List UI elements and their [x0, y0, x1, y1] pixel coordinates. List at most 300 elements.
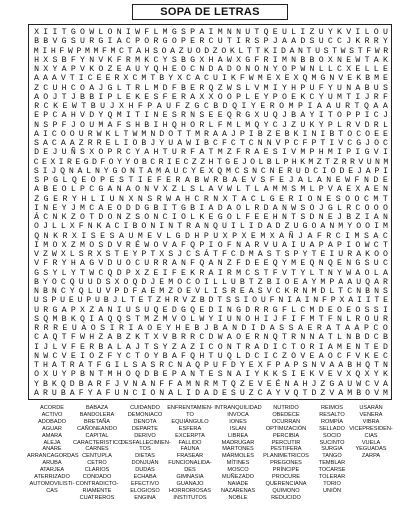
- grid-letter[interactable]: A: [171, 240, 177, 250]
- grid-letter[interactable]: I: [199, 203, 205, 213]
- grid-letter[interactable]: Y: [71, 194, 77, 204]
- grid-letter[interactable]: C: [373, 111, 379, 121]
- grid-letter[interactable]: I: [42, 166, 48, 176]
- grid-letter[interactable]: A: [125, 65, 131, 74]
- grid-letter[interactable]: R: [153, 37, 159, 47]
- grid-letter[interactable]: M: [141, 129, 147, 139]
- grid-letter[interactable]: H: [116, 370, 122, 380]
- grid-letter[interactable]: E: [300, 370, 306, 380]
- grid-letter[interactable]: M: [217, 28, 223, 37]
- grid-letter[interactable]: P: [284, 139, 290, 148]
- grid-letter[interactable]: U: [373, 259, 379, 269]
- grid-letter[interactable]: R: [263, 55, 269, 65]
- grid-letter[interactable]: S: [288, 324, 294, 333]
- grid-letter[interactable]: F: [78, 388, 84, 398]
- grid-letter[interactable]: E: [279, 194, 285, 204]
- grid-letter[interactable]: Q: [190, 351, 196, 361]
- grid-letter[interactable]: A: [141, 361, 147, 370]
- grid-letter[interactable]: M: [311, 287, 317, 296]
- grid-letter[interactable]: X: [199, 92, 205, 102]
- grid-letter[interactable]: C: [135, 259, 141, 269]
- grid-letter[interactable]: E: [248, 361, 254, 370]
- grid-letter[interactable]: T: [61, 92, 67, 102]
- grid-letter[interactable]: T: [135, 351, 141, 361]
- grid-letter[interactable]: U: [272, 240, 278, 250]
- grid-letter[interactable]: O: [80, 213, 85, 222]
- grid-letter[interactable]: C: [275, 287, 281, 296]
- grid-letter[interactable]: I: [291, 370, 297, 380]
- grid-letter[interactable]: N: [281, 213, 287, 222]
- grid-letter[interactable]: C: [373, 240, 379, 250]
- grid-letter[interactable]: A: [96, 388, 102, 398]
- grid-letter[interactable]: N: [168, 222, 174, 232]
- grid-letter[interactable]: K: [356, 74, 362, 84]
- grid-letter[interactable]: M: [168, 277, 174, 287]
- grid-letter[interactable]: N: [309, 333, 315, 343]
- grid-letter[interactable]: S: [147, 194, 153, 204]
- grid-letter[interactable]: O: [373, 28, 379, 37]
- grid-letter[interactable]: Y: [281, 259, 287, 269]
- grid-letter[interactable]: L: [245, 92, 251, 102]
- grid-letter[interactable]: T: [357, 46, 363, 56]
- grid-letter[interactable]: L: [245, 203, 251, 213]
- grid-letter[interactable]: E: [346, 55, 352, 65]
- grid-letter[interactable]: U: [71, 324, 77, 333]
- grid-letter[interactable]: C: [43, 83, 49, 93]
- grid-letter[interactable]: L: [245, 83, 251, 93]
- grid-letter[interactable]: A: [281, 37, 287, 47]
- grid-letter[interactable]: J: [364, 92, 370, 102]
- grid-letter[interactable]: J: [230, 129, 236, 139]
- grid-letter[interactable]: S: [70, 37, 76, 47]
- grid-letter[interactable]: O: [337, 305, 342, 315]
- grid-letter[interactable]: C: [168, 361, 174, 370]
- grid-letter[interactable]: F: [180, 240, 186, 250]
- grid-letter[interactable]: I: [329, 139, 335, 148]
- grid-letter[interactable]: S: [272, 148, 278, 158]
- grid-letter[interactable]: B: [180, 83, 186, 93]
- grid-letter[interactable]: N: [43, 231, 49, 241]
- grid-letter[interactable]: R: [341, 157, 347, 167]
- grid-letter[interactable]: F: [105, 379, 111, 389]
- grid-letter[interactable]: N: [300, 333, 306, 343]
- grid-letter[interactable]: D: [373, 176, 379, 185]
- grid-letter[interactable]: C: [248, 139, 254, 148]
- grid-letter[interactable]: X: [114, 277, 120, 287]
- grid-letter[interactable]: O: [144, 351, 150, 361]
- grid-letter[interactable]: I: [125, 111, 131, 121]
- grid-letter[interactable]: V: [98, 259, 104, 269]
- grid-letter[interactable]: G: [98, 37, 104, 47]
- grid-letter[interactable]: G: [269, 194, 275, 204]
- grid-letter[interactable]: K: [364, 351, 370, 361]
- grid-letter[interactable]: N: [89, 370, 95, 380]
- grid-letter[interactable]: E: [190, 83, 196, 93]
- grid-letter[interactable]: D: [123, 287, 129, 296]
- grid-letter[interactable]: E: [382, 176, 388, 185]
- grid-letter[interactable]: Y: [42, 277, 48, 287]
- grid-letter[interactable]: D: [141, 277, 147, 287]
- grid-letter[interactable]: P: [236, 92, 241, 102]
- grid-letter[interactable]: Z: [144, 268, 150, 278]
- grid-letter[interactable]: A: [307, 231, 313, 241]
- grid-letter[interactable]: M: [327, 148, 333, 158]
- grid-letter[interactable]: Z: [266, 129, 272, 139]
- grid-letter[interactable]: E: [373, 342, 379, 352]
- grid-letter[interactable]: D: [339, 166, 345, 176]
- grid-letter[interactable]: L: [382, 120, 388, 130]
- grid-letter[interactable]: R: [204, 379, 209, 389]
- grid-letter[interactable]: M: [245, 120, 251, 130]
- grid-letter[interactable]: O: [300, 342, 306, 352]
- grid-letter[interactable]: A: [373, 231, 379, 241]
- grid-letter[interactable]: Q: [78, 287, 84, 296]
- grid-letter[interactable]: W: [291, 203, 297, 213]
- grid-letter[interactable]: S: [34, 139, 39, 148]
- grid-letter[interactable]: K: [309, 370, 315, 380]
- grid-letter[interactable]: E: [75, 157, 81, 167]
- grid-letter[interactable]: F: [346, 351, 352, 361]
- grid-letter[interactable]: O: [161, 46, 167, 56]
- grid-letter[interactable]: N: [329, 222, 335, 232]
- grid-letter[interactable]: S: [33, 166, 39, 176]
- grid-letter[interactable]: E: [279, 176, 285, 185]
- grid-letter[interactable]: R: [254, 333, 260, 343]
- grid-letter[interactable]: S: [199, 111, 205, 121]
- grid-letter[interactable]: G: [43, 194, 49, 204]
- grid-letter[interactable]: E: [266, 74, 272, 84]
- grid-letter[interactable]: I: [123, 222, 129, 232]
- grid-letter[interactable]: O: [116, 203, 122, 213]
- grid-letter[interactable]: N: [337, 314, 342, 324]
- grid-letter[interactable]: V: [80, 111, 85, 121]
- grid-letter[interactable]: S: [221, 287, 227, 296]
- grid-letter[interactable]: X: [80, 305, 85, 315]
- grid-letter[interactable]: R: [114, 74, 120, 84]
- grid-letter[interactable]: T: [150, 74, 156, 84]
- grid-letter[interactable]: X: [222, 194, 228, 204]
- grid-letter[interactable]: S: [281, 370, 287, 380]
- grid-letter[interactable]: Y: [263, 92, 269, 102]
- grid-letter[interactable]: Y: [254, 370, 260, 380]
- grid-letter[interactable]: M: [373, 194, 379, 204]
- grid-letter[interactable]: Y: [159, 139, 165, 148]
- grid-letter[interactable]: S: [279, 324, 285, 333]
- grid-letter[interactable]: O: [236, 333, 241, 343]
- grid-letter[interactable]: N: [144, 185, 150, 195]
- grid-letter[interactable]: V: [300, 351, 306, 361]
- grid-letter[interactable]: R: [355, 314, 361, 324]
- grid-letter[interactable]: R: [287, 166, 293, 176]
- grid-letter[interactable]: C: [199, 333, 205, 343]
- grid-letter[interactable]: N: [226, 370, 232, 380]
- grid-letter[interactable]: S: [135, 213, 141, 222]
- grid-letter[interactable]: U: [217, 37, 223, 47]
- grid-letter[interactable]: E: [241, 176, 247, 185]
- grid-letter[interactable]: C: [309, 92, 315, 102]
- grid-letter[interactable]: F: [70, 333, 76, 343]
- grid-letter[interactable]: P: [51, 296, 57, 306]
- grid-letter[interactable]: I: [287, 296, 293, 306]
- grid-letter[interactable]: B: [194, 324, 200, 333]
- grid-letter[interactable]: U: [61, 148, 67, 158]
- grid-letter[interactable]: P: [309, 148, 315, 158]
- grid-letter[interactable]: G: [356, 139, 362, 148]
- grid-letter[interactable]: O: [226, 213, 232, 222]
- grid-letter[interactable]: N: [346, 83, 352, 93]
- grid-letter[interactable]: R: [62, 194, 68, 204]
- grid-letter[interactable]: Y: [309, 111, 315, 121]
- grid-letter[interactable]: B: [213, 324, 219, 333]
- grid-letter[interactable]: O: [180, 65, 186, 74]
- grid-letter[interactable]: A: [326, 324, 332, 333]
- grid-letter[interactable]: Q: [153, 65, 159, 74]
- grid-letter[interactable]: V: [250, 176, 256, 185]
- grid-letter[interactable]: Y: [98, 111, 104, 121]
- grid-letter[interactable]: Z: [248, 388, 254, 398]
- grid-letter[interactable]: L: [236, 185, 241, 195]
- grid-letter[interactable]: R: [34, 324, 40, 333]
- grid-letter[interactable]: I: [204, 277, 209, 287]
- grid-letter[interactable]: A: [87, 379, 93, 389]
- grid-letter[interactable]: D: [195, 388, 201, 398]
- grid-letter[interactable]: J: [311, 379, 317, 389]
- grid-letter[interactable]: L: [291, 28, 297, 37]
- grid-letter[interactable]: U: [300, 120, 306, 130]
- grid-letter[interactable]: C: [335, 231, 341, 241]
- grid-letter[interactable]: R: [382, 314, 388, 324]
- grid-letter[interactable]: N: [374, 287, 380, 296]
- grid-letter[interactable]: D: [116, 268, 122, 278]
- grid-letter[interactable]: S: [98, 240, 104, 250]
- grid-letter[interactable]: T: [291, 213, 297, 222]
- grid-letter[interactable]: A: [284, 361, 290, 370]
- grid-letter[interactable]: B: [291, 111, 297, 121]
- grid-letter[interactable]: D: [107, 259, 113, 269]
- grid-letter[interactable]: S: [171, 111, 177, 121]
- grid-letter[interactable]: F: [59, 46, 65, 56]
- grid-letter[interactable]: Q: [355, 370, 361, 380]
- grid-letter[interactable]: A: [199, 148, 205, 158]
- grid-letter[interactable]: O: [291, 351, 297, 361]
- grid-letter[interactable]: M: [236, 268, 241, 278]
- grid-letter[interactable]: T: [226, 37, 232, 47]
- grid-letter[interactable]: N: [180, 259, 186, 269]
- grid-letter[interactable]: I: [89, 314, 95, 324]
- grid-letter[interactable]: E: [147, 176, 153, 185]
- grid-letter[interactable]: N: [298, 46, 303, 56]
- grid-letter[interactable]: C: [208, 37, 214, 47]
- grid-letter[interactable]: W: [199, 314, 205, 324]
- grid-letter[interactable]: I: [241, 102, 247, 111]
- grid-letter[interactable]: I: [80, 351, 85, 361]
- grid-letter[interactable]: L: [98, 28, 104, 37]
- grid-letter[interactable]: E: [374, 129, 380, 139]
- grid-letter[interactable]: G: [272, 305, 278, 315]
- grid-letter[interactable]: Y: [116, 351, 122, 361]
- grid-letter[interactable]: R: [87, 129, 93, 139]
- grid-letter[interactable]: P: [318, 185, 324, 195]
- grid-letter[interactable]: K: [284, 287, 290, 296]
- grid-letter[interactable]: N: [153, 111, 159, 121]
- grid-letter[interactable]: R: [173, 296, 179, 306]
- grid-letter[interactable]: Y: [347, 222, 353, 232]
- grid-letter[interactable]: S: [260, 176, 266, 185]
- grid-letter[interactable]: O: [354, 194, 360, 204]
- grid-letter[interactable]: S: [373, 305, 379, 315]
- grid-letter[interactable]: B: [162, 351, 168, 361]
- grid-letter[interactable]: A: [208, 259, 214, 269]
- grid-letter[interactable]: R: [96, 379, 102, 389]
- grid-letter[interactable]: Q: [327, 259, 333, 269]
- grid-letter[interactable]: C: [234, 166, 240, 176]
- grid-letter[interactable]: D: [107, 240, 113, 250]
- grid-letter[interactable]: A: [34, 92, 40, 102]
- grid-letter[interactable]: V: [162, 333, 168, 343]
- grid-letter[interactable]: U: [213, 361, 218, 370]
- grid-letter[interactable]: H: [272, 213, 278, 222]
- grid-letter[interactable]: N: [95, 166, 100, 176]
- grid-letter[interactable]: R: [162, 259, 168, 269]
- grid-letter[interactable]: I: [42, 129, 48, 139]
- grid-letter[interactable]: I: [300, 28, 306, 37]
- grid-letter[interactable]: S: [230, 388, 236, 398]
- grid-letter[interactable]: C: [383, 139, 388, 148]
- grid-letter[interactable]: Z: [78, 139, 84, 148]
- grid-letter[interactable]: U: [356, 277, 362, 287]
- grid-letter[interactable]: T: [335, 324, 341, 333]
- grid-letter[interactable]: F: [116, 120, 122, 130]
- grid-letter[interactable]: D: [304, 166, 310, 176]
- grid-letter[interactable]: Z: [200, 157, 206, 167]
- grid-letter[interactable]: E: [180, 268, 186, 278]
- grid-letter[interactable]: O: [69, 129, 75, 139]
- grid-letter[interactable]: M: [159, 287, 165, 296]
- grid-letter[interactable]: A: [298, 324, 303, 333]
- grid-letter[interactable]: A: [81, 324, 87, 333]
- grid-letter[interactable]: Z: [168, 287, 174, 296]
- grid-letter[interactable]: I: [356, 296, 362, 306]
- grid-letter[interactable]: I: [291, 314, 297, 324]
- grid-letter[interactable]: E: [335, 176, 341, 185]
- grid-letter[interactable]: A: [116, 37, 122, 47]
- grid-letter[interactable]: C: [347, 287, 353, 296]
- grid-letter[interactable]: M: [137, 231, 143, 241]
- grid-letter[interactable]: Q: [363, 102, 369, 111]
- grid-letter[interactable]: P: [293, 250, 299, 259]
- grid-letter[interactable]: I: [153, 120, 159, 130]
- grid-letter[interactable]: Y: [80, 55, 85, 65]
- grid-letter[interactable]: W: [135, 28, 141, 37]
- grid-letter[interactable]: J: [337, 213, 342, 222]
- grid-letter[interactable]: W: [374, 46, 380, 56]
- grid-letter[interactable]: E: [263, 259, 269, 269]
- grid-letter[interactable]: V: [123, 379, 129, 389]
- grid-letter[interactable]: U: [34, 305, 40, 315]
- grid-letter[interactable]: S: [34, 314, 40, 324]
- grid-letter[interactable]: A: [208, 268, 214, 278]
- grid-letter[interactable]: R: [350, 157, 355, 167]
- grid-letter[interactable]: I: [34, 240, 40, 250]
- grid-letter[interactable]: J: [98, 83, 104, 93]
- grid-letter[interactable]: M: [337, 92, 342, 102]
- grid-letter[interactable]: W: [132, 129, 138, 139]
- grid-letter[interactable]: A: [373, 213, 379, 222]
- grid-letter[interactable]: E: [43, 148, 49, 158]
- grid-letter[interactable]: Y: [61, 203, 67, 213]
- grid-letter[interactable]: Ñ: [288, 231, 294, 241]
- grid-letter[interactable]: O: [195, 277, 201, 287]
- grid-letter[interactable]: V: [374, 388, 380, 398]
- grid-letter[interactable]: O: [52, 240, 58, 250]
- grid-letter[interactable]: C: [355, 203, 361, 213]
- grid-letter[interactable]: I: [364, 213, 370, 222]
- grid-letter[interactable]: Q: [254, 120, 260, 130]
- grid-letter[interactable]: S: [225, 296, 231, 306]
- grid-letter[interactable]: Q: [272, 333, 278, 343]
- grid-letter[interactable]: P: [311, 139, 317, 148]
- grid-letter[interactable]: A: [347, 277, 353, 287]
- grid-letter[interactable]: N: [327, 268, 333, 278]
- grid-letter[interactable]: F: [168, 379, 174, 389]
- grid-letter[interactable]: T: [354, 102, 360, 111]
- grid-letter[interactable]: Q: [232, 102, 237, 111]
- grid-letter[interactable]: E: [144, 92, 150, 102]
- grid-letter[interactable]: R: [43, 305, 49, 315]
- grid-letter[interactable]: U: [338, 250, 344, 259]
- grid-letter[interactable]: L: [236, 351, 241, 361]
- grid-letter[interactable]: O: [364, 314, 370, 324]
- grid-letter[interactable]: B: [300, 55, 306, 65]
- grid-letter[interactable]: Y: [263, 120, 269, 130]
- grid-letter[interactable]: P: [330, 296, 336, 306]
- grid-letter[interactable]: Z: [320, 388, 326, 398]
- grid-letter[interactable]: L: [307, 176, 313, 185]
- grid-letter[interactable]: O: [284, 277, 290, 287]
- grid-letter[interactable]: F: [318, 83, 324, 93]
- grid-letter[interactable]: O: [279, 102, 285, 111]
- grid-letter[interactable]: A: [105, 222, 111, 232]
- grid-letter[interactable]: J: [203, 324, 209, 333]
- grid-letter[interactable]: M: [135, 55, 141, 65]
- grid-letter[interactable]: A: [184, 176, 190, 185]
- grid-letter[interactable]: E: [248, 379, 254, 389]
- grid-letter[interactable]: A: [254, 342, 260, 352]
- grid-letter[interactable]: N: [213, 194, 219, 204]
- grid-letter[interactable]: B: [141, 139, 147, 148]
- grid-letter[interactable]: S: [42, 296, 48, 306]
- grid-letter[interactable]: I: [171, 213, 177, 222]
- grid-letter[interactable]: M: [116, 111, 122, 121]
- grid-letter[interactable]: I: [272, 342, 278, 352]
- grid-letter[interactable]: T: [162, 148, 168, 158]
- grid-letter[interactable]: E: [346, 305, 352, 315]
- grid-letter[interactable]: R: [42, 388, 48, 398]
- grid-letter[interactable]: S: [105, 277, 111, 287]
- grid-letter[interactable]: B: [204, 139, 209, 148]
- grid-letter[interactable]: S: [135, 305, 141, 315]
- grid-letter[interactable]: C: [203, 102, 209, 111]
- grid-letter[interactable]: U: [168, 139, 174, 148]
- grid-letter[interactable]: Z: [333, 157, 339, 167]
- grid-letter[interactable]: G: [105, 361, 111, 370]
- grid-letter[interactable]: A: [61, 111, 67, 121]
- grid-letter[interactable]: O: [150, 388, 156, 398]
- grid-letter[interactable]: O: [61, 185, 67, 195]
- grid-letter[interactable]: K: [135, 92, 141, 102]
- grid-letter[interactable]: Y: [162, 342, 168, 352]
- grid-letter[interactable]: U: [382, 28, 388, 37]
